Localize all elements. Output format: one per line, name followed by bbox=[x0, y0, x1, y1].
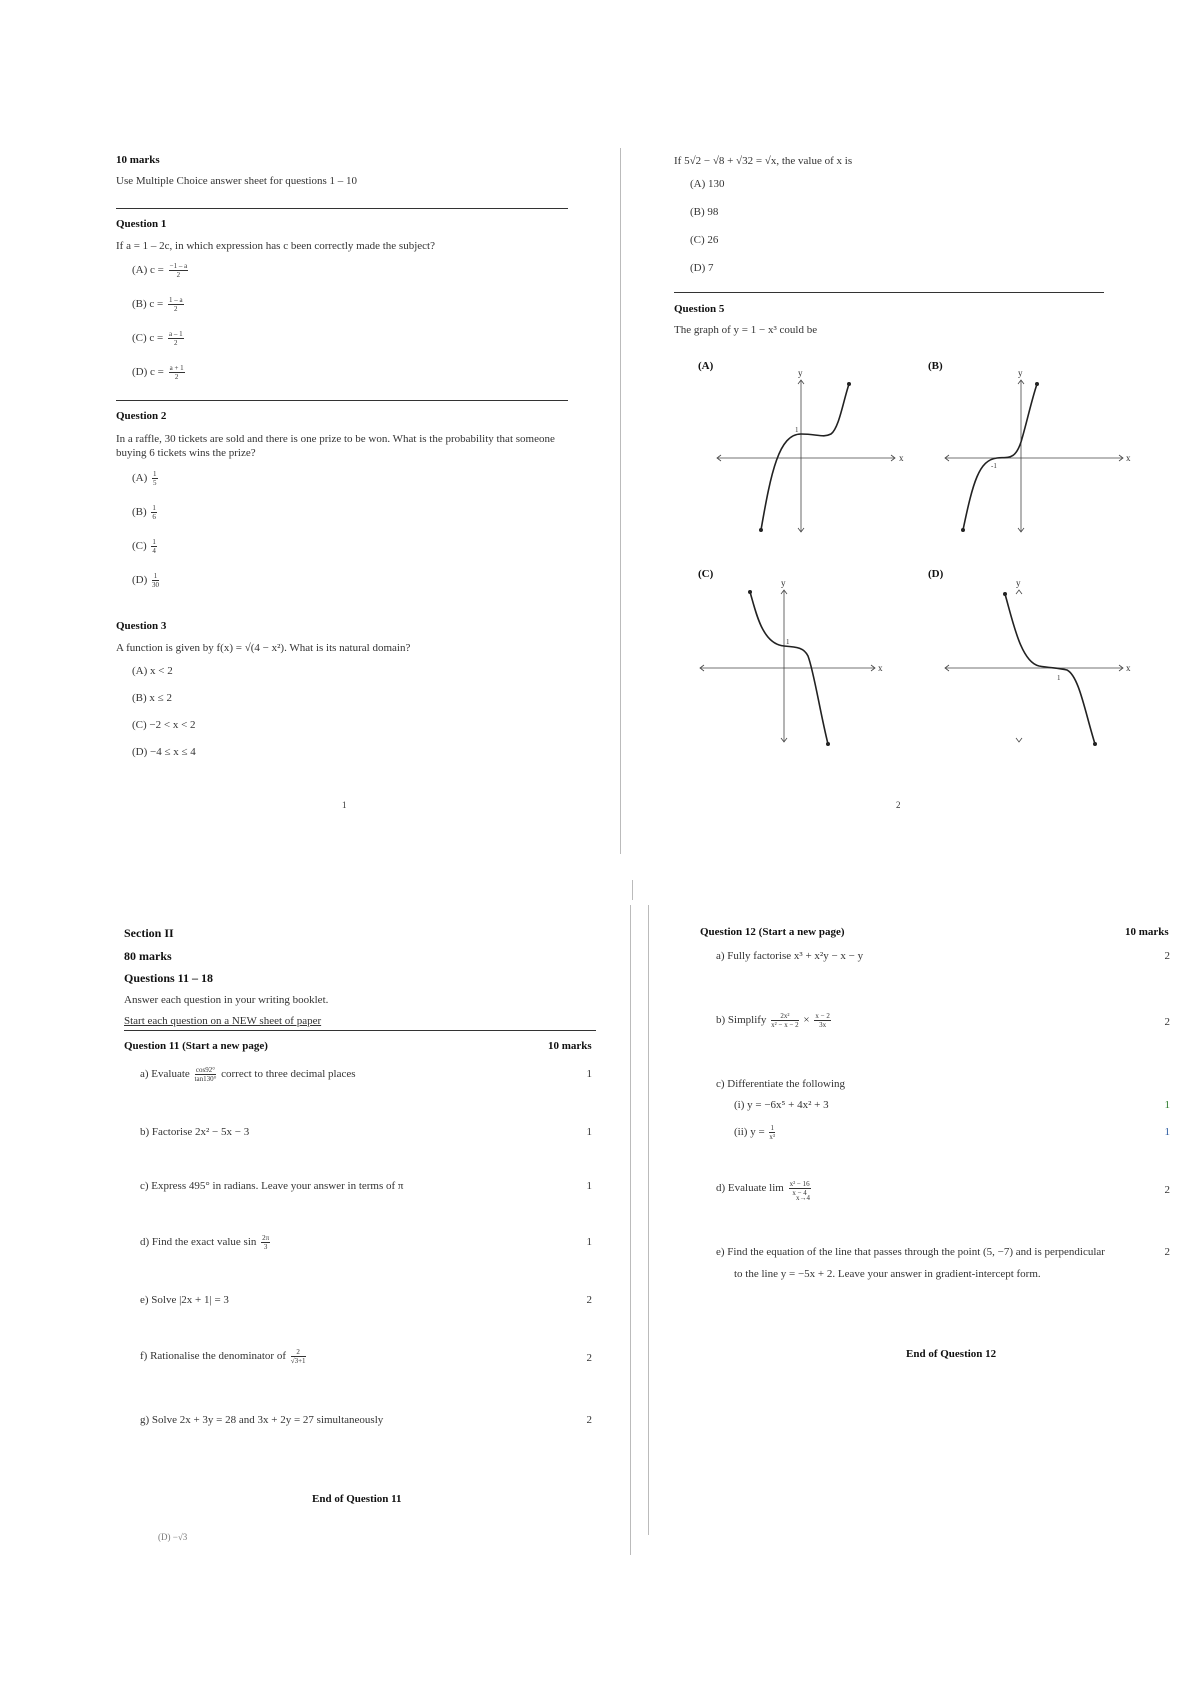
section-questions: Questions 11 – 18 bbox=[124, 971, 214, 985]
q1-title: Question 1 bbox=[116, 218, 167, 230]
frac-num: 1 – a bbox=[173, 262, 188, 270]
option-label: (B) bbox=[132, 506, 147, 519]
q12-b-mark: 2 bbox=[1164, 1016, 1170, 1028]
q11-part-a bbox=[140, 1066, 356, 1083]
q11-end: End of Question 11 bbox=[312, 1493, 402, 1505]
fraction bbox=[151, 538, 157, 555]
section-marks: 80 marks bbox=[124, 949, 172, 963]
fraction bbox=[152, 572, 159, 589]
option-label: (C) c = bbox=[132, 332, 164, 345]
divider bbox=[674, 292, 1104, 293]
q12-part-c-i: (i) y = −6x⁵ + 4x² + 3 bbox=[734, 1099, 829, 1111]
q1-option-c bbox=[132, 330, 186, 347]
fraction bbox=[814, 1012, 830, 1029]
part-text: b) Simplify bbox=[716, 1014, 767, 1027]
q11-part-e: e) Solve |2x + 1| = 3 bbox=[140, 1294, 229, 1306]
fraction bbox=[168, 296, 184, 313]
part-text: d) Find the exact value sin bbox=[140, 1236, 257, 1249]
q3-title: Question 3 bbox=[116, 620, 167, 632]
frac-num: 2 bbox=[291, 1348, 306, 1357]
frac-num: 1 bbox=[770, 1124, 774, 1132]
frac-den: x − 4 bbox=[792, 1189, 807, 1197]
q2-title: Question 2 bbox=[116, 410, 167, 422]
intercept-label: 1 bbox=[1057, 674, 1061, 682]
frac-den: 2 bbox=[176, 271, 181, 279]
q11-g-mark: 2 bbox=[586, 1414, 592, 1426]
frac-den: 2 bbox=[174, 305, 178, 313]
q12-title: Question 12 (Start a new page) bbox=[700, 926, 845, 938]
frac-num: 1 bbox=[152, 538, 156, 546]
stray-fragment: (D) −√3 bbox=[158, 1532, 188, 1542]
q11-b-mark: 1 bbox=[586, 1126, 592, 1138]
frac-num: 1 bbox=[153, 470, 157, 478]
q2-option-c bbox=[132, 538, 159, 555]
frac-den: 2 bbox=[174, 373, 179, 381]
frac-den: x² − x − 2 bbox=[771, 1021, 799, 1029]
frac-den: x³ bbox=[769, 1133, 776, 1141]
frac-num: 1 bbox=[153, 572, 158, 580]
q12-c-i-mark: 1 bbox=[1164, 1099, 1170, 1111]
q12-part-c: c) Differentiate the following bbox=[716, 1078, 845, 1090]
page-divider bbox=[620, 148, 621, 854]
graph-label-b: (B) bbox=[928, 360, 943, 372]
q12-part-a: a) Fully factorise x³ + x²y − x − y bbox=[716, 950, 864, 962]
y-label: y bbox=[798, 368, 803, 378]
q11-part-b: b) Factorise 2x² − 5x − 3 bbox=[140, 1126, 250, 1138]
frac-num: 1 bbox=[152, 504, 156, 512]
page-number: 2 bbox=[896, 800, 901, 810]
section-instruction-2: Start each question on a NEW sheet of paper bbox=[124, 1015, 322, 1027]
frac-den: 4 bbox=[152, 547, 156, 555]
q5-title: Question 5 bbox=[674, 303, 725, 315]
q11-marks: 10 marks bbox=[548, 1040, 592, 1052]
divider bbox=[116, 400, 568, 401]
fraction bbox=[195, 1066, 217, 1083]
page-divider bbox=[648, 905, 649, 1535]
x-label: x bbox=[1126, 453, 1131, 463]
q5-stem: The graph of y = 1 − x³ could be bbox=[674, 324, 818, 336]
q11-part-g: g) Solve 2x + 3y = 28 and 3x + 2y = 27 simultaneously bbox=[140, 1414, 384, 1426]
part-text: f) Rationalise the denominator of bbox=[140, 1350, 287, 1363]
q11-a-mark: 1 bbox=[586, 1068, 592, 1080]
q12-e-mark: 2 bbox=[1164, 1246, 1170, 1258]
mc-instruction: Use Multiple Choice answer sheet for questions 1 – 10 bbox=[116, 175, 358, 187]
header-marks: 10 marks bbox=[116, 154, 160, 166]
q11-part-d bbox=[140, 1234, 272, 1251]
option-label: (C) bbox=[132, 540, 147, 553]
frac-num: a – 1 bbox=[169, 330, 183, 338]
y-label: y bbox=[1016, 578, 1021, 588]
limit-subscript: x→4 bbox=[796, 1194, 810, 1202]
part-text: a) Evaluate bbox=[140, 1068, 190, 1081]
frac-num: a + 1 bbox=[169, 364, 184, 372]
q12-a-mark: 2 bbox=[1164, 950, 1170, 962]
option-label: (D) bbox=[132, 574, 148, 587]
times-sign: × bbox=[803, 1014, 810, 1027]
q12-end: End of Question 12 bbox=[906, 1348, 997, 1360]
page-number: 1 bbox=[342, 800, 347, 810]
fraction bbox=[151, 504, 157, 521]
frac-den: 5 bbox=[153, 479, 157, 487]
fraction bbox=[152, 470, 158, 487]
q3-option-b: (B) x ≤ 2 bbox=[132, 692, 172, 704]
curve bbox=[1005, 594, 1095, 744]
frac-den: √3+1 bbox=[290, 1357, 306, 1365]
frac-den: 3 bbox=[263, 1243, 268, 1251]
divider bbox=[124, 1030, 596, 1031]
q12-marks: 10 marks bbox=[1125, 926, 1169, 938]
q3-option-d: (D) −4 ≤ x ≤ 4 bbox=[132, 746, 196, 758]
curve-end bbox=[1093, 742, 1097, 746]
q12-part-e-line2: to the line y = −5x + 2. Leave your answer in gradient-intercept form. bbox=[734, 1268, 1041, 1280]
section-title: Section II bbox=[124, 926, 174, 940]
frac-num: 1 – a bbox=[169, 296, 183, 304]
fraction bbox=[771, 1012, 799, 1029]
x-label: x bbox=[899, 453, 904, 463]
curve bbox=[761, 384, 849, 530]
q11-part-c: c) Express 495° in radians. Leave your answer in terms of π bbox=[140, 1180, 404, 1192]
fraction bbox=[168, 330, 184, 347]
q11-f-mark: 2 bbox=[586, 1352, 592, 1364]
graph-b bbox=[935, 362, 1140, 540]
curve-end bbox=[1003, 592, 1007, 596]
frac-den: 2 bbox=[174, 339, 178, 347]
page-divider bbox=[630, 905, 631, 1555]
graph-a bbox=[705, 362, 915, 540]
q1-option-a bbox=[132, 262, 190, 279]
graph-d bbox=[935, 572, 1140, 750]
q12-d-mark: 2 bbox=[1164, 1184, 1170, 1196]
section-instruction-1: Answer each question in your writing booklet. bbox=[124, 994, 329, 1006]
option-label: (A) bbox=[132, 472, 148, 485]
frac-den: 3x bbox=[819, 1021, 827, 1029]
q3-option-a: (A) x < 2 bbox=[132, 665, 173, 677]
frac-den: tan130° bbox=[194, 1075, 217, 1083]
intercept-label: 1 bbox=[786, 638, 790, 646]
q12-part-e-line1: e) Find the equation of the line that passes through the point (5, −7) and is perpendicular bbox=[716, 1246, 1105, 1258]
curve-end bbox=[759, 528, 763, 532]
q12-part-b bbox=[716, 1012, 833, 1029]
part-text: d) Evaluate lim bbox=[716, 1182, 784, 1195]
option-label: (A) c = bbox=[132, 264, 164, 277]
q1-option-d bbox=[132, 364, 187, 381]
graph-c bbox=[690, 572, 890, 750]
part-text: correct to three decimal places bbox=[221, 1068, 356, 1081]
frac-num: cos92° bbox=[195, 1066, 216, 1074]
curve-end bbox=[826, 742, 830, 746]
q4-option-b: (B) 98 bbox=[690, 206, 719, 218]
fraction bbox=[169, 364, 185, 381]
page-divider bbox=[632, 880, 633, 900]
q12-part-c-ii bbox=[734, 1124, 777, 1141]
q2-option-b bbox=[132, 504, 159, 521]
q12-c-ii-mark: 1 bbox=[1164, 1126, 1170, 1138]
q1-stem: If a = 1 – 2c, in which expression has c been correctly made the subject? bbox=[116, 240, 435, 252]
frac-den: 30 bbox=[152, 581, 160, 589]
x-label: x bbox=[878, 663, 883, 673]
q2-stem: In a raffle, 30 tickets are sold and there is one prize to be won. What is the probability that someone buying 6 tickets wins the prize? bbox=[116, 433, 555, 459]
q11-d-mark: 1 bbox=[586, 1236, 592, 1248]
q3-option-c: (C) −2 < x < 2 bbox=[132, 719, 196, 731]
q4-option-c: (C) 26 bbox=[690, 234, 719, 246]
curve-end bbox=[748, 590, 752, 594]
x-label: x bbox=[1126, 663, 1131, 673]
q11-part-f bbox=[140, 1348, 308, 1365]
q3-stem: A function is given by f(x) = √(4 − x²). What is its natural domain? bbox=[116, 642, 411, 654]
option-label: (B) c = bbox=[132, 298, 164, 311]
curve bbox=[963, 384, 1037, 530]
intercept-label: -1 bbox=[991, 462, 997, 470]
q11-c-mark: 1 bbox=[586, 1180, 592, 1192]
frac-den: 6 bbox=[152, 513, 156, 521]
y-label: y bbox=[1018, 368, 1023, 378]
q2-option-d bbox=[132, 572, 161, 589]
fraction bbox=[291, 1348, 306, 1365]
divider bbox=[116, 208, 568, 209]
q2-option-a bbox=[132, 470, 160, 487]
q4-option-d: (D) 7 bbox=[690, 262, 714, 274]
q12-part-d bbox=[716, 1180, 813, 1202]
curve-end bbox=[961, 528, 965, 532]
fraction bbox=[261, 1234, 270, 1251]
y-label: y bbox=[781, 578, 786, 588]
part-text: (ii) y = bbox=[734, 1126, 765, 1139]
fraction bbox=[769, 1124, 775, 1141]
frac-num: x − 2 bbox=[815, 1012, 830, 1020]
graph-label-a: (A) bbox=[698, 360, 714, 372]
graph-label-c: (C) bbox=[698, 568, 714, 580]
q4-option-a: (A) 130 bbox=[690, 178, 725, 190]
option-label: (D) c = bbox=[132, 366, 164, 379]
fraction: $\frac{-1 - a}{2}$ bbox=[169, 262, 188, 279]
frac-num: 2x² bbox=[771, 1012, 799, 1021]
curve-end bbox=[1035, 382, 1039, 386]
q4-stem: If 5√2 − √8 + √32 = √x, the value of x is bbox=[674, 155, 853, 167]
frac-num: x² − 16 bbox=[789, 1180, 810, 1188]
q11-e-mark: 2 bbox=[586, 1294, 592, 1306]
frac-num: 2π bbox=[262, 1234, 270, 1242]
curve-end bbox=[847, 382, 851, 386]
q1-option-b bbox=[132, 296, 186, 313]
q11-title: Question 11 (Start a new page) bbox=[124, 1040, 268, 1052]
graph-label-d: (D) bbox=[928, 568, 944, 580]
intercept-label: 1 bbox=[795, 426, 799, 434]
